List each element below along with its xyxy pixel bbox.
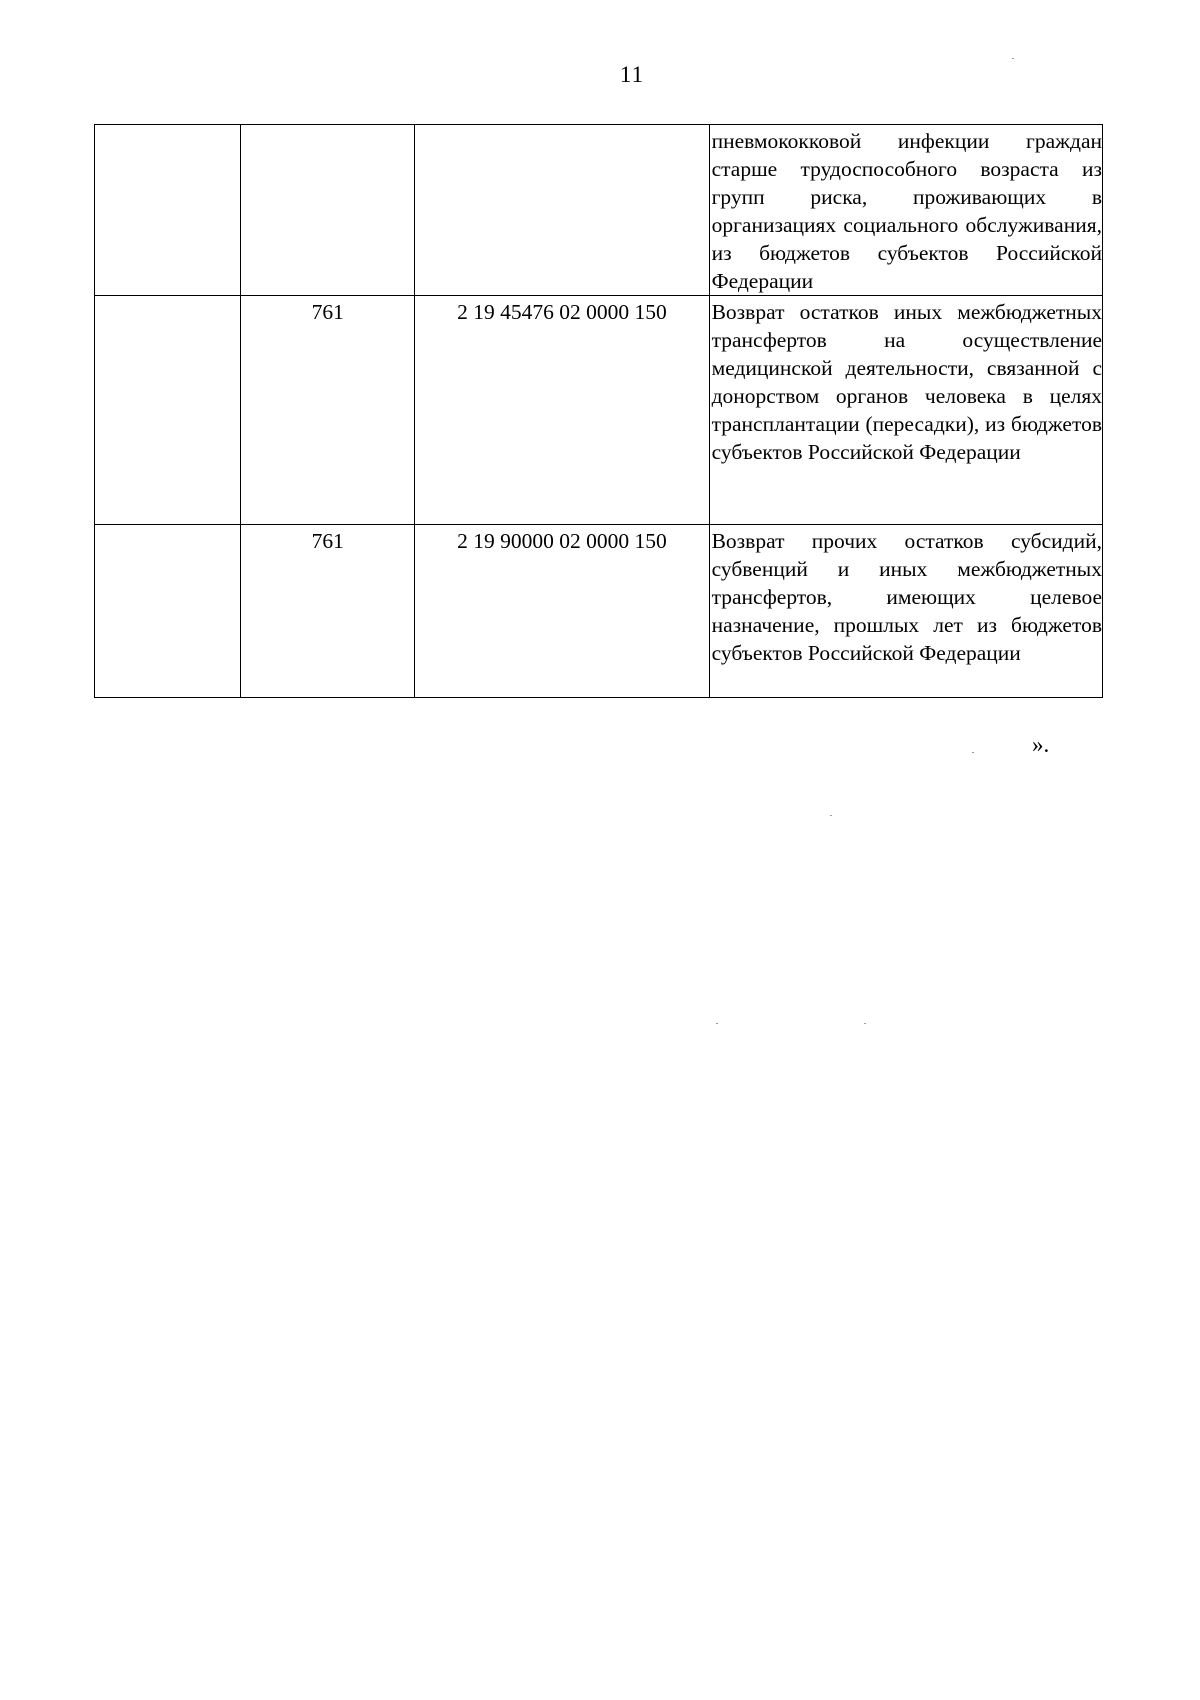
scan-speck: [864, 1023, 866, 1024]
budget-code-cell: [415, 125, 709, 296]
income-name-cell: пневмококковой инфекции граждан старше трудоспособного возраста из групп риска, проживающих в организациях социального обслуживания, из бюджетов субъектов Российской Федерации: [709, 125, 1102, 296]
table-row: [95, 525, 1103, 698]
empty-cell: [95, 125, 241, 296]
admin-code-cell: [241, 125, 415, 296]
page-number: 11: [619, 62, 645, 87]
closing-quote-mark: ».: [1032, 732, 1050, 757]
income-name-cell: Возврат прочих остатков субсидий, субвенций и иных межбюджетных трансфертов, имеющих целевое назначение, прошлых лет из бюджетов субъектов Российской Федерации: [709, 525, 1102, 698]
table-row: [95, 125, 1103, 296]
budget-code-cell: 2 19 45476 02 0000 150: [415, 296, 709, 525]
table-row: [95, 296, 1103, 525]
scan-speck: [1012, 58, 1014, 59]
admin-code-cell: 761: [241, 525, 415, 698]
scan-speck: [716, 1023, 718, 1024]
scan-speck: [972, 752, 974, 753]
scan-speck: [830, 815, 832, 816]
empty-cell: [95, 525, 241, 698]
budget-code-cell: 2 19 90000 02 0000 150: [415, 525, 709, 698]
budget-codes-table: [94, 124, 1103, 698]
income-name-cell: Возврат остатков иных межбюджетных трансфертов на осуществление медицинской деятельности, связанной с донорством органов человека в целях трансплантации (пересадки), из бюджетов субъектов Российской Федерации: [709, 296, 1102, 525]
admin-code-cell: 761: [241, 296, 415, 525]
empty-cell: [95, 296, 241, 525]
